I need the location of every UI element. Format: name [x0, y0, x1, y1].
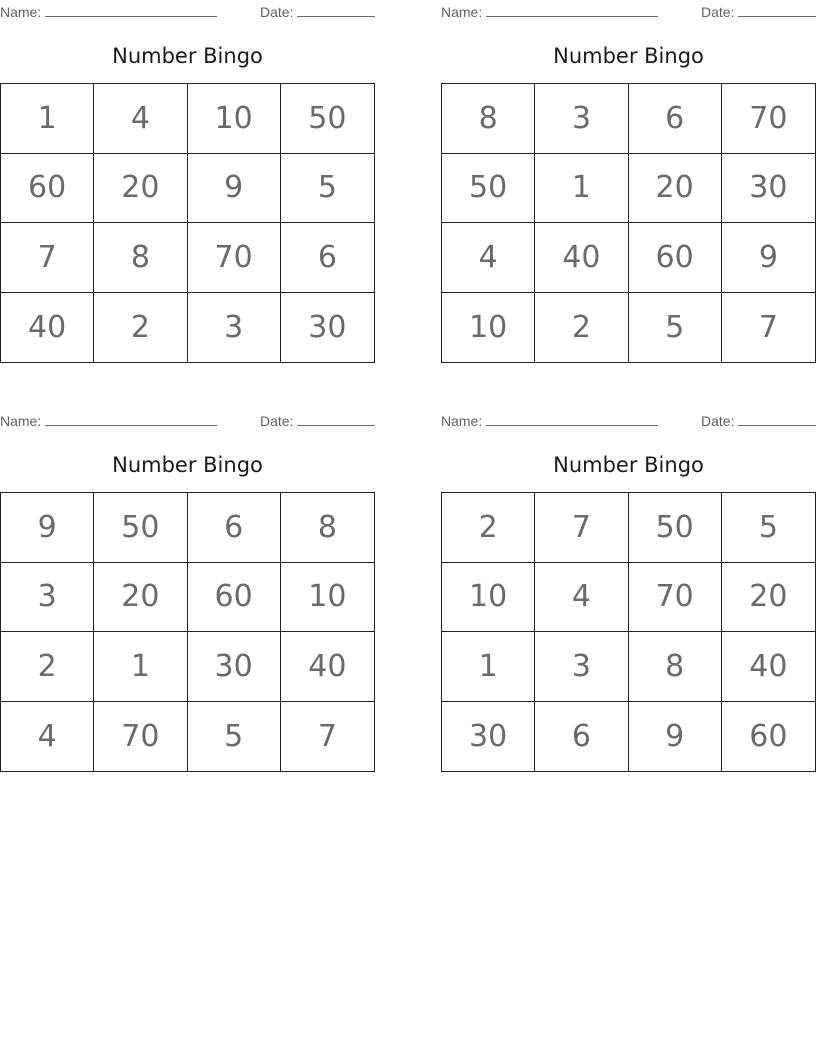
name-field[interactable]: [441, 2, 658, 21]
bingo-cell[interactable]: 5: [722, 493, 815, 563]
bingo-cell[interactable]: 60: [749, 718, 788, 754]
bingo-cell[interactable]: 70: [188, 223, 281, 293]
date-label: Date:: [260, 413, 294, 429]
bingo-cell[interactable]: 2: [1, 632, 94, 702]
bingo-cell[interactable]: 50: [94, 493, 187, 563]
bingo-cell[interactable]: 10: [281, 563, 374, 633]
bingo-cell[interactable]: 2: [535, 293, 628, 363]
bingo-cell[interactable]: 6: [535, 702, 628, 772]
bingo-cell[interactable]: 30: [722, 154, 815, 224]
bingo-cell[interactable]: 50: [281, 84, 374, 154]
bingo-cell[interactable]: 4: [535, 563, 628, 633]
name-blank-line[interactable]: [45, 2, 217, 17]
date-label: Date:: [701, 413, 735, 429]
bingo-cell[interactable]: 2: [442, 493, 535, 563]
bingo-cell[interactable]: 6: [281, 223, 374, 293]
bingo-card-4: [441, 409, 816, 774]
card-title: Number Bingo: [112, 44, 263, 68]
bingo-cell[interactable]: 10: [442, 563, 535, 633]
bingo-grid: [441, 83, 816, 363]
bingo-card-3: [0, 409, 375, 774]
bingo-cell[interactable]: 70: [629, 563, 722, 633]
name-blank-line[interactable]: [486, 2, 658, 17]
bingo-cell[interactable]: 8: [442, 84, 535, 154]
card-title: Number Bingo: [553, 453, 704, 477]
bingo-cell[interactable]: 40: [722, 632, 815, 702]
bingo-cell[interactable]: 70: [94, 702, 187, 772]
bingo-cell[interactable]: 30: [442, 702, 535, 772]
card-title: Number Bingo: [553, 44, 704, 68]
bingo-cell[interactable]: 10: [188, 84, 281, 154]
bingo-cell[interactable]: 9: [188, 154, 281, 224]
bingo-grid: [441, 492, 816, 772]
bingo-cell[interactable]: 7: [317, 718, 337, 754]
date-blank-line[interactable]: [297, 2, 375, 17]
bingo-cell[interactable]: 2: [94, 293, 187, 363]
bingo-cell[interactable]: 8: [281, 493, 374, 563]
bingo-cell[interactable]: 60: [188, 563, 281, 633]
bingo-cell[interactable]: 4: [94, 84, 187, 154]
bingo-cell[interactable]: 6: [629, 84, 722, 154]
bingo-cell[interactable]: 20: [94, 563, 187, 633]
bingo-cell[interactable]: 50: [442, 154, 535, 224]
bingo-cell[interactable]: 9: [722, 223, 815, 293]
date-blank-line[interactable]: [297, 411, 375, 426]
bingo-cell[interactable]: 60: [1, 154, 94, 224]
bingo-cell[interactable]: 5: [281, 154, 374, 224]
name-blank-line[interactable]: [486, 411, 658, 426]
bingo-cell[interactable]: 40: [281, 632, 374, 702]
name-field[interactable]: [0, 411, 217, 430]
card-title: Number Bingo: [112, 453, 263, 477]
name-blank-line[interactable]: [45, 411, 217, 426]
bingo-grid: [0, 492, 375, 772]
bingo-cell[interactable]: 4: [1, 702, 94, 772]
date-label: Date:: [701, 4, 735, 20]
bingo-cell[interactable]: 30: [188, 632, 281, 702]
bingo-cell[interactable]: 70: [722, 84, 815, 154]
date-field[interactable]: [260, 2, 375, 21]
bingo-cell[interactable]: 4: [442, 223, 535, 293]
bingo-cell[interactable]: 5: [629, 293, 722, 363]
date-blank-line[interactable]: [738, 2, 816, 17]
bingo-grid: [0, 83, 375, 363]
bingo-card-1: [0, 0, 375, 365]
date-blank-line[interactable]: [738, 411, 816, 426]
bingo-cell[interactable]: 6: [188, 493, 281, 563]
bingo-cell[interactable]: 7: [1, 223, 94, 293]
name-label: Name:: [441, 413, 483, 429]
bingo-cell[interactable]: 7: [758, 309, 778, 345]
date-field[interactable]: [701, 411, 816, 430]
bingo-cell[interactable]: 60: [629, 223, 722, 293]
date-field[interactable]: [701, 2, 816, 21]
name-label: Name:: [0, 413, 42, 429]
bingo-cell[interactable]: 5: [188, 702, 281, 772]
bingo-cell[interactable]: 1: [94, 632, 187, 702]
bingo-cell[interactable]: 20: [722, 563, 815, 633]
bingo-cell[interactable]: 7: [535, 493, 628, 563]
name-field[interactable]: [0, 2, 217, 21]
bingo-cell[interactable]: 9: [629, 702, 722, 772]
bingo-cell[interactable]: 1: [535, 154, 628, 224]
date-label: Date:: [260, 4, 294, 20]
bingo-cell[interactable]: 8: [629, 632, 722, 702]
bingo-cell[interactable]: 1: [1, 84, 94, 154]
bingo-cell[interactable]: 40: [535, 223, 628, 293]
bingo-cell[interactable]: 9: [1, 493, 94, 563]
name-label: Name:: [441, 4, 483, 20]
bingo-cell[interactable]: 10: [442, 293, 535, 363]
bingo-cell[interactable]: 50: [629, 493, 722, 563]
bingo-cell[interactable]: 20: [94, 154, 187, 224]
name-label: Name:: [0, 4, 42, 20]
bingo-cell[interactable]: 40: [1, 293, 94, 363]
bingo-cell[interactable]: 3: [535, 84, 628, 154]
bingo-cell[interactable]: 30: [308, 309, 347, 345]
bingo-card-2: [441, 0, 816, 365]
bingo-cell[interactable]: 1: [442, 632, 535, 702]
bingo-cell[interactable]: 20: [629, 154, 722, 224]
bingo-cell[interactable]: 8: [94, 223, 187, 293]
name-field[interactable]: [441, 411, 658, 430]
date-field[interactable]: [260, 411, 375, 430]
bingo-cell[interactable]: 3: [1, 563, 94, 633]
bingo-cell[interactable]: 3: [188, 293, 281, 363]
bingo-cell[interactable]: 3: [535, 632, 628, 702]
